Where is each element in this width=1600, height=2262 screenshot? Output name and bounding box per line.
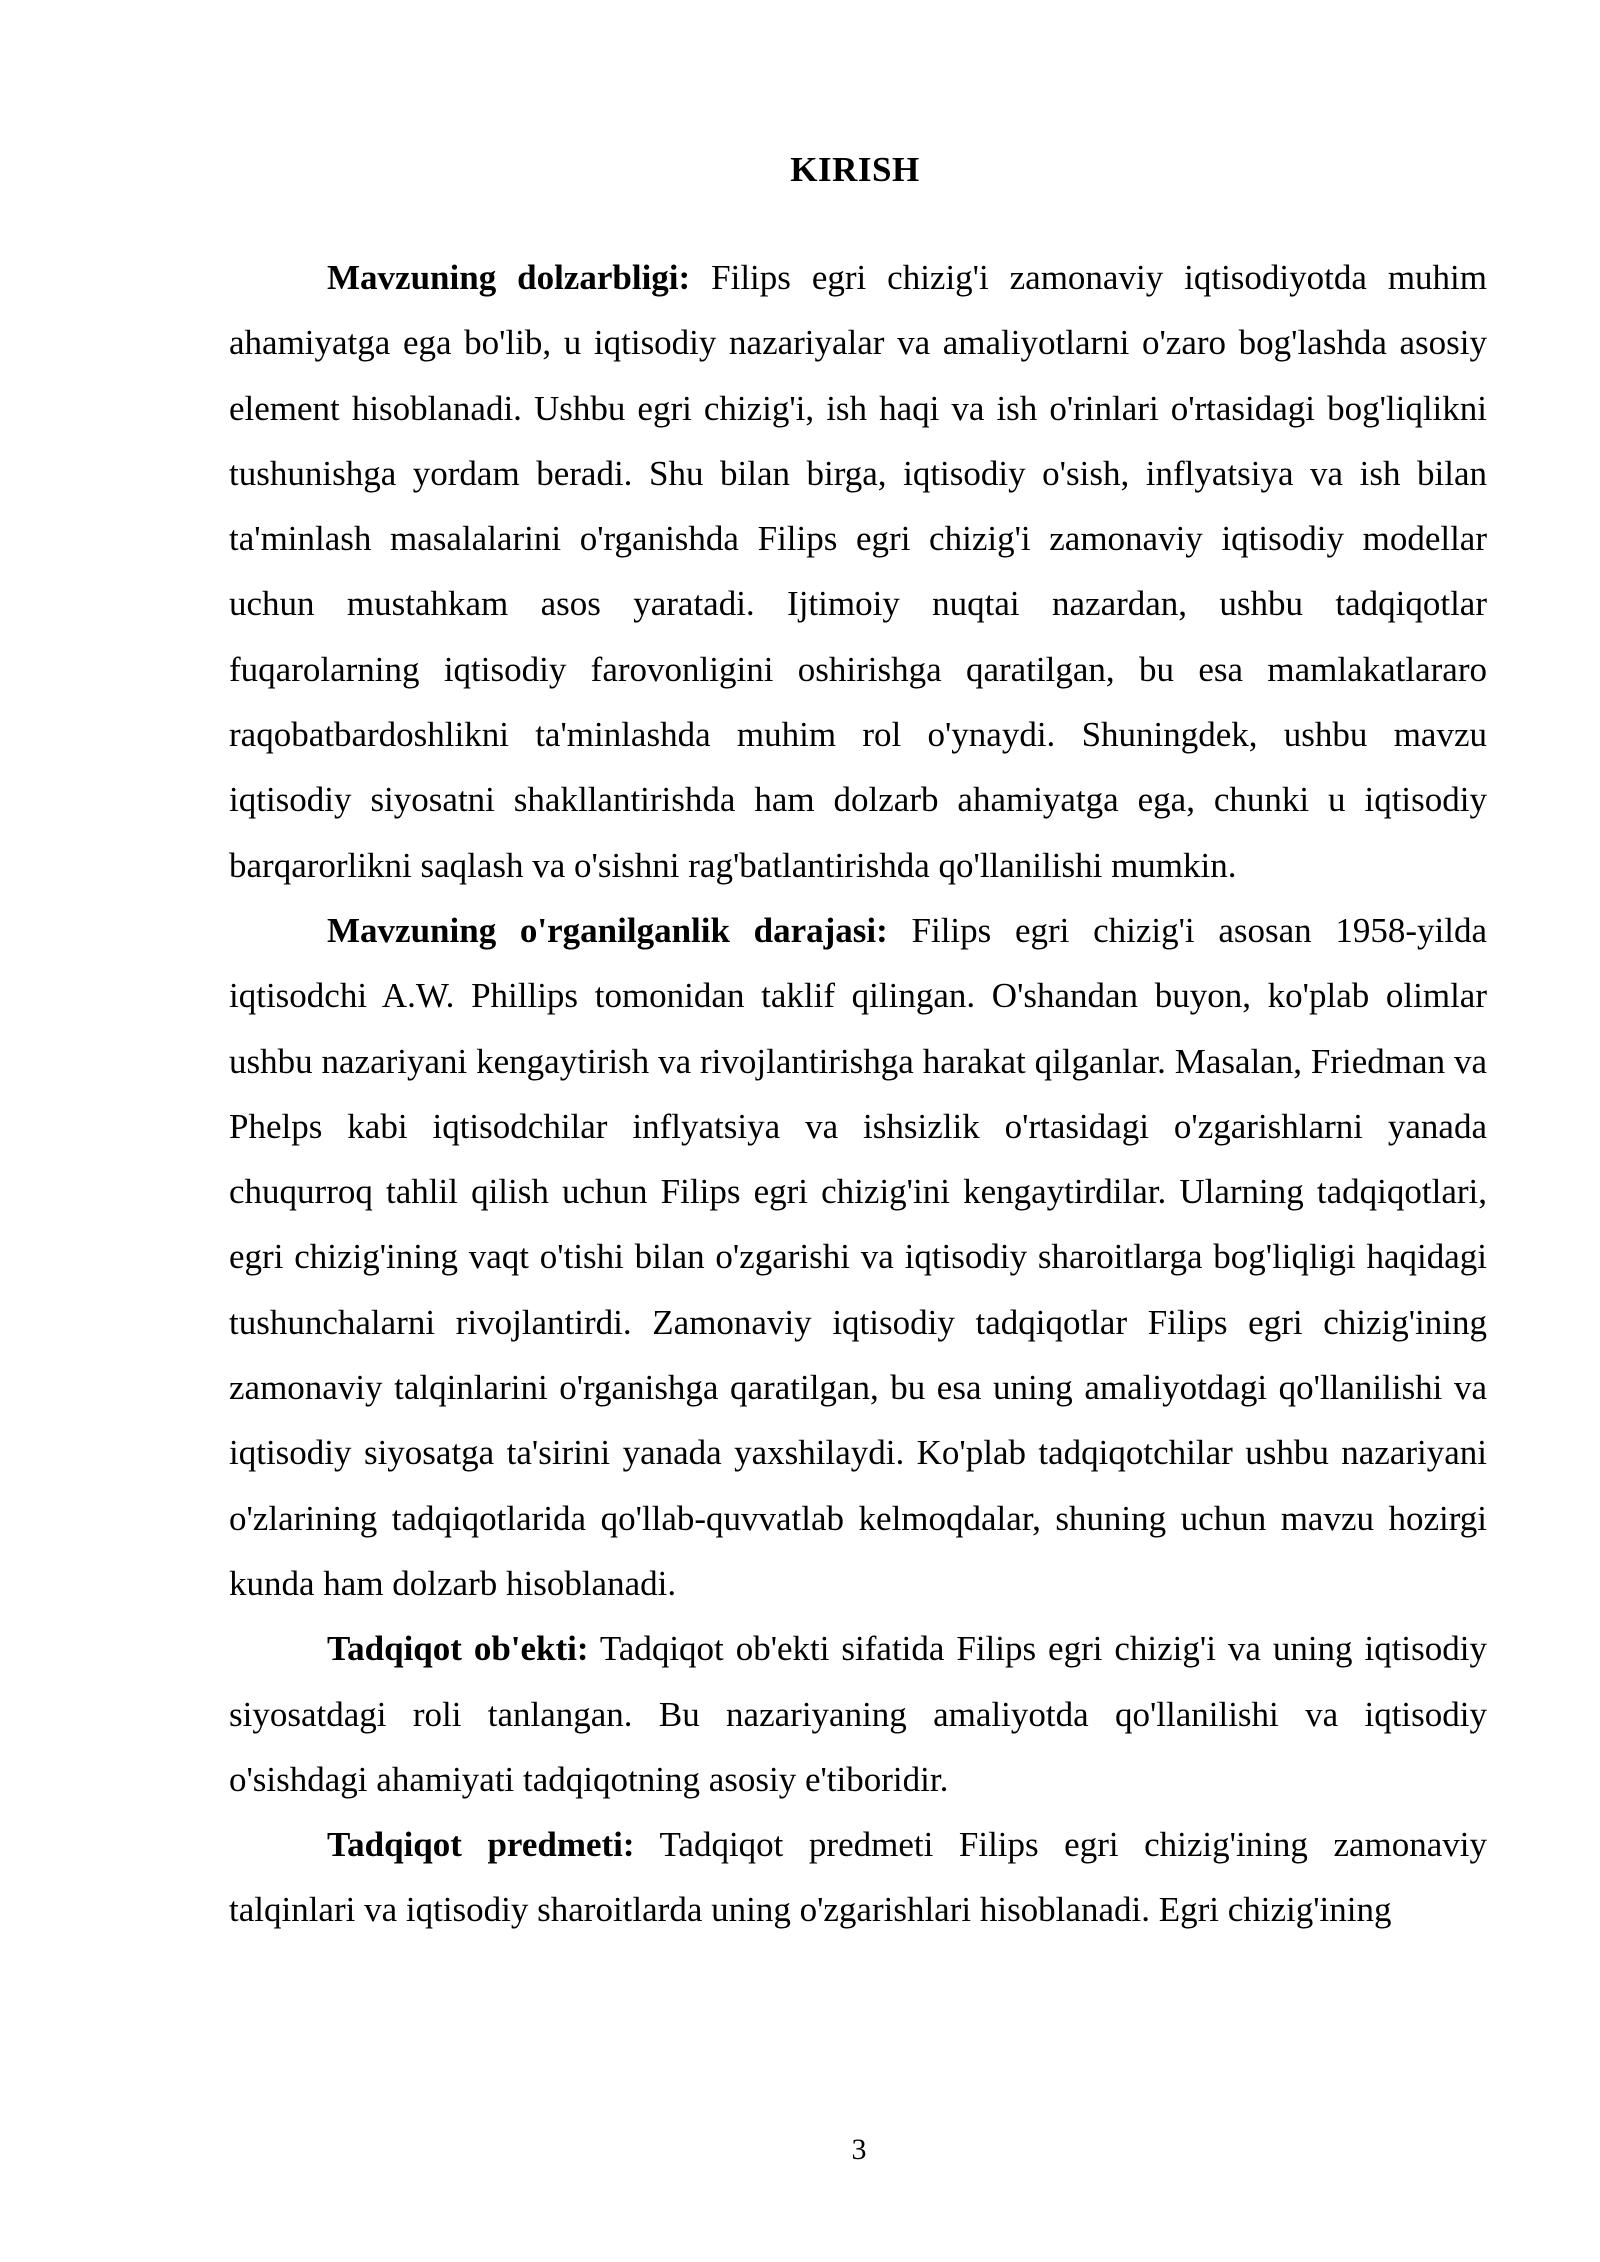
paragraph-heading: Mavzuning dolzarbligi: [327,258,691,297]
paragraph-text: Filips egri chizig'i asosan 1958-yilda iqtisodchi A.W. Phillips tomonidan taklif qilingan. O'shandan buyon, ko'plab olimlar ushbu nazariyani kengaytirish va rivojlantirishga harakat qilganlar. Masalan, Friedman va Phelps kabi iqtisodchilar inflyatsiya va ishsizlik o'rtasidagi o'zgarishlarni yanada chuqurroq tahlil qilish uchun Filips egri chizig'ini kengaytirdilar. Ularning tadqiqotlari, egri chizig'ining vaqt o'tishi bilan o'zgarishi va iqtisodiy sharoitlarga bog'liqligi haqidagi tushunchalarni rivojlantirdi. Zamonaviy iqtisodiy tadqiqotlar Filips egri chizig'ining zamonaviy talqinlarini o'rganishga qaratilgan, bu esa uning amaliyotdagi qo'llanilishi va iqtisodiy siyosatga ta'sirini yanada yaxshilaydi. Ko'plab tadqiqotchilar ushbu nazariyani o'zlarining tadqiqotlarida qo'llab-quvvatlab kelmoqdalar, shuning uchun mavzu hozirgi kunda ham dolzarb hisoblanadi. [229,910,1487,1603]
paragraph-text: Filips egri chizig'i zamonaviy iqtisodiyotda muhim ahamiyatga ega bo'lib, u iqtisodiy nazariyalar va amaliyotlarni o'zaro bog'lashda asosiy element hisoblanadi. Ushbu egri chizig'i, ish haqi va ish o'rinlari o'rtasidagi bog'liqlikni tushunishga yordam beradi. Shu bilan birga, iqtisodiy o'sish, inflyatsiya va ish bilan ta'minlash masalalarini o'rganishda Filips egri chizig'i zamonaviy iqtisodiy modellar uchun mustahkam asos yaratadi. Ijtimoiy nuqtai nazardan, ushbu tadqiqotlar fuqarolarning iqtisodiy farovonligini oshirishga qaratilgan, bu esa mamlakatlararo raqobatbardoshlikni ta'minlashda muhim rol o'ynaydi. Shuningdek, ushbu mavzu iqtisodiy siyosatni shakllantirishda ham dolzarb ahamiyatga ega, chunki u iqtisodiy barqarorlikni saqlash va o'sishni rag'batlantirishda qo'llanilishi mumkin. [229,258,1487,885]
document-body [229,245,1487,1943]
paragraph-text: Tadqiqot ob'ekti sifatida Filips egri chizig'i va uning iqtisodiy siyosatdagi roli tanlangan. Bu nazariyaning amaliyotda qo'llanilishi va iqtisodiy o'sishdagi ahamiyati tadqiqotning asosiy e'tiboridir. [229,1629,1487,1799]
paragraph-research-object [229,1616,1487,1812]
page-number: 3 [851,2133,867,2166]
paragraph-study-level [229,898,1487,1616]
paragraph-relevance [229,245,1487,898]
paragraph-heading: Mavzuning o'rganilganlik darajasi: [327,910,888,950]
paragraph-research-subject [229,1812,1487,1943]
paragraph-heading: Tadqiqot predmeti: [327,1825,635,1865]
paragraph-heading: Tadqiqot ob'ekti: [327,1629,589,1669]
paragraph-text: Tadqiqot predmeti Filips egri chizig'ining zamonaviy talqinlari va iqtisodiy sharoitlarda uning o'zgarishlari hisoblanadi. Egri chizig'ining [229,1825,1488,1930]
page-title: KIRISH [790,150,920,189]
